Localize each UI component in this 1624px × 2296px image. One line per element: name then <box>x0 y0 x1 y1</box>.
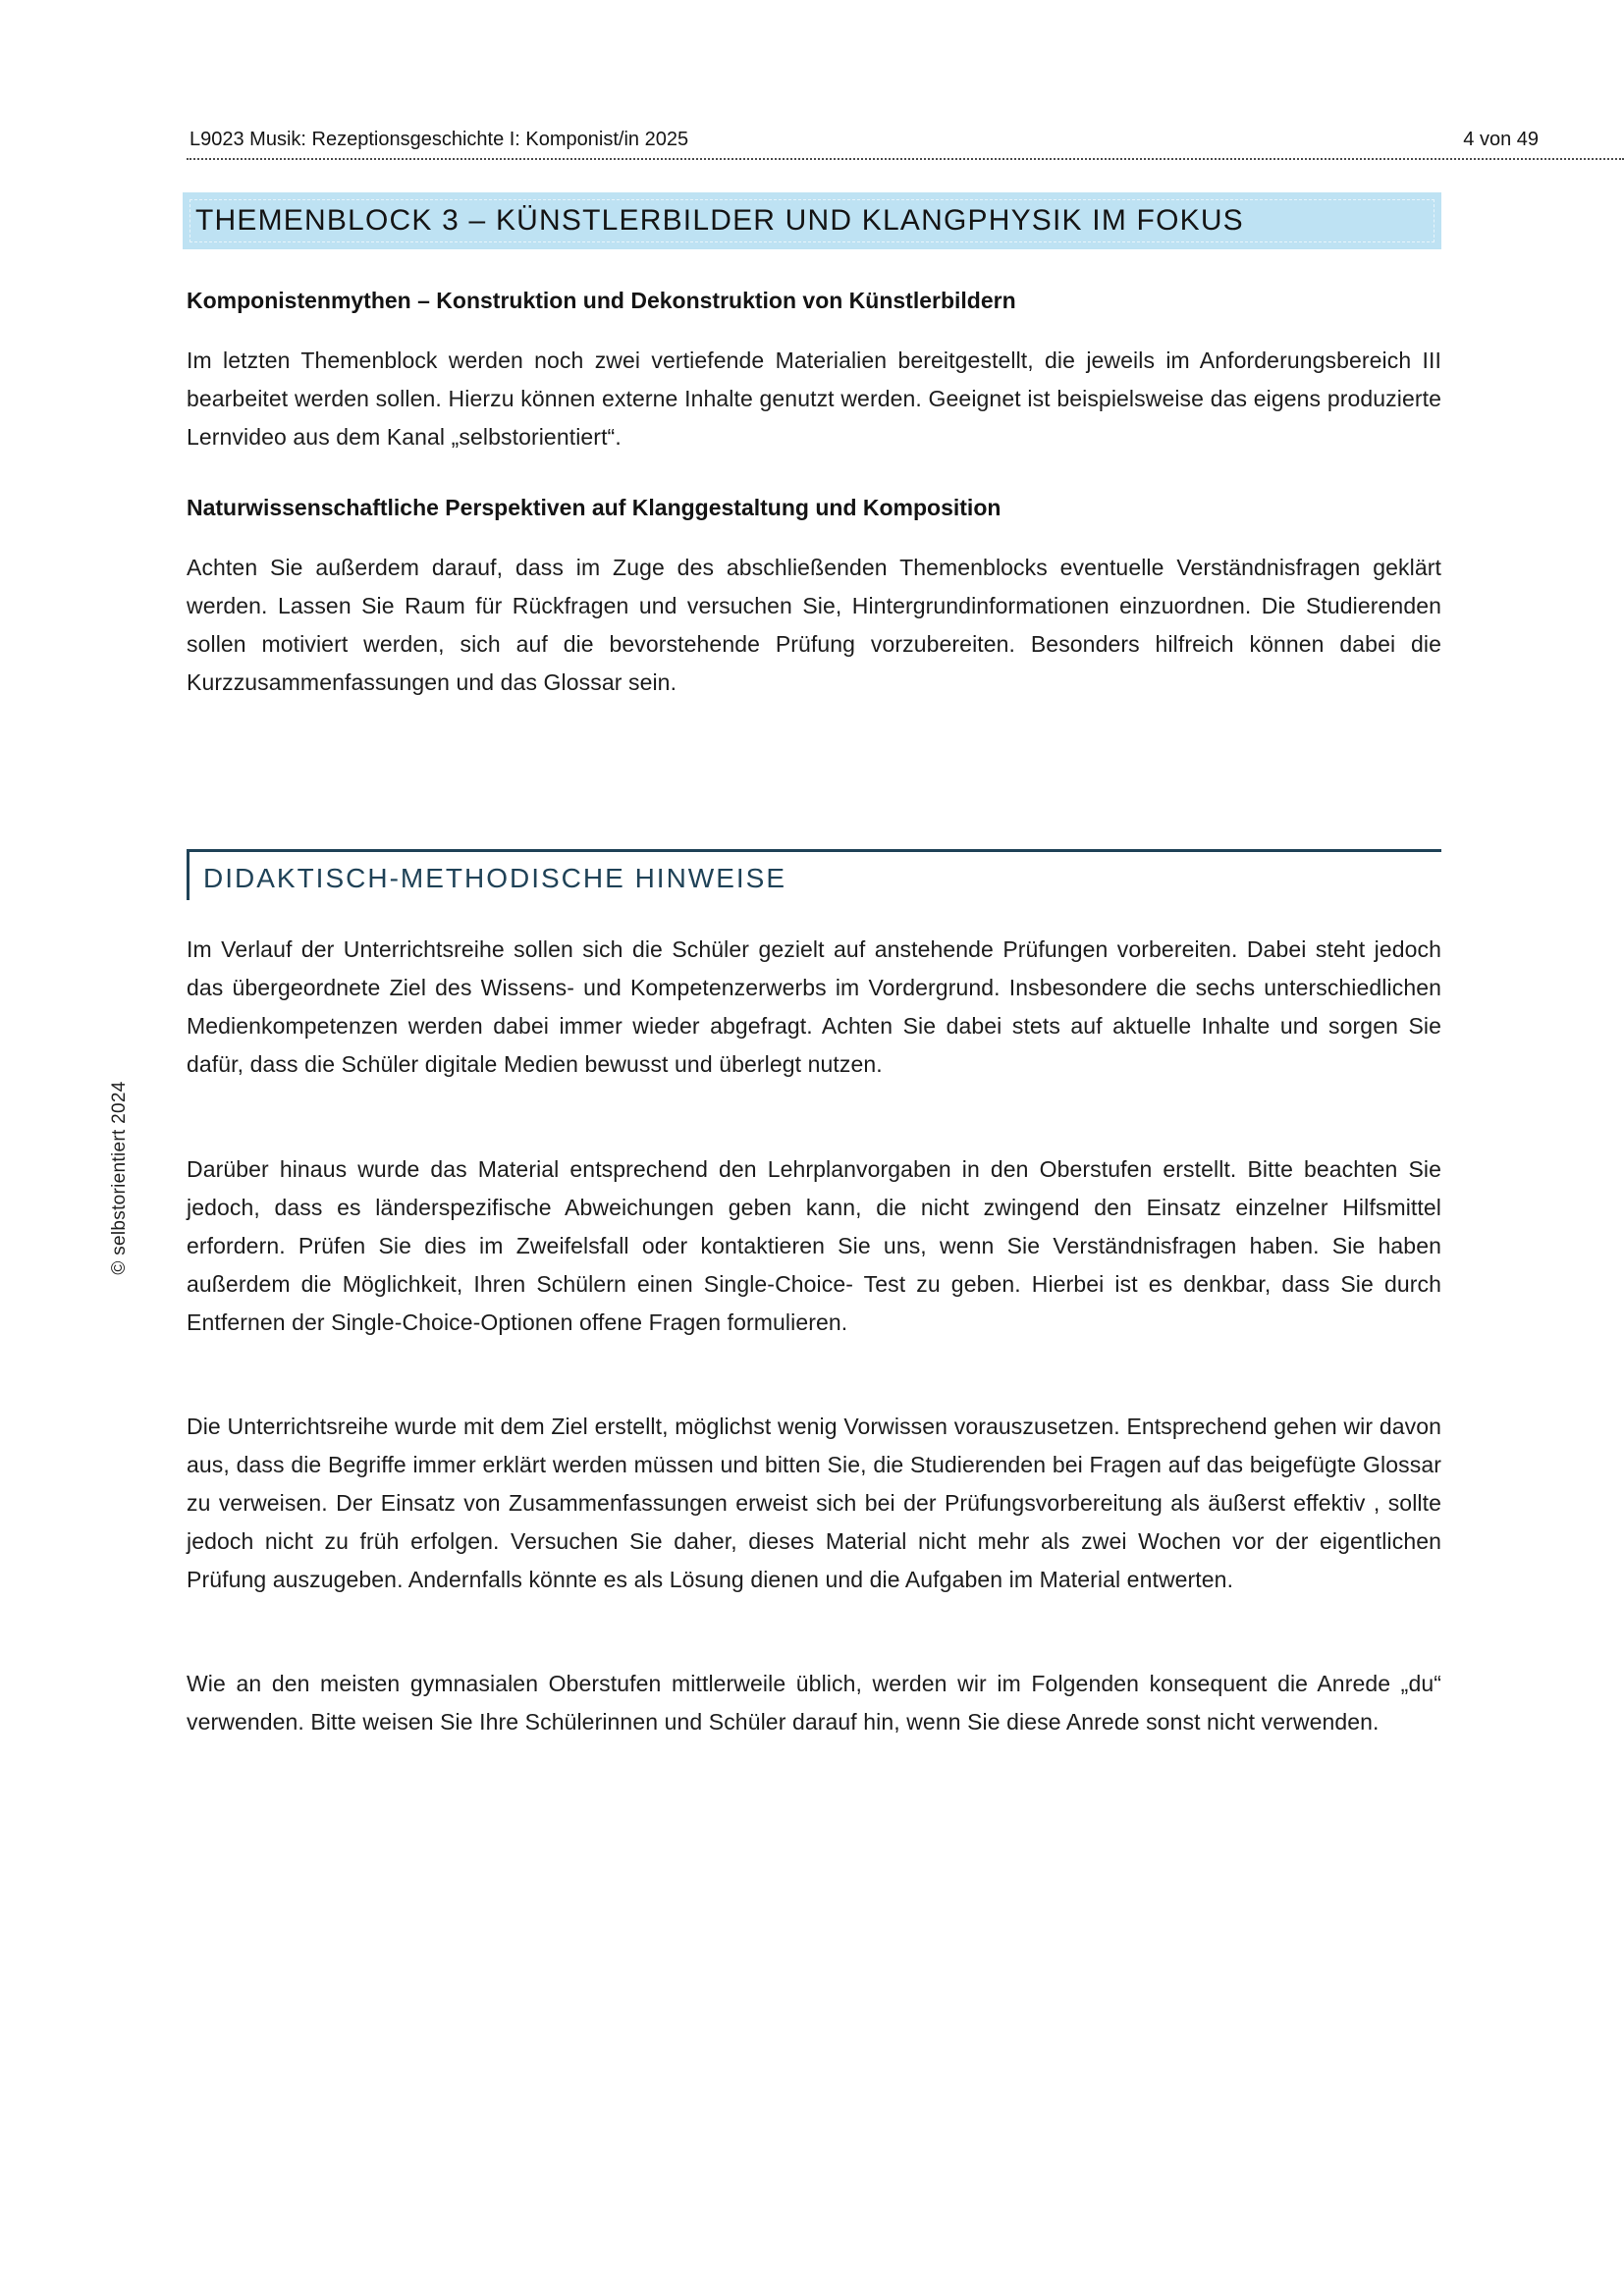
page-number: 4 von 49 <box>1463 129 1539 150</box>
didaktik-paragraph-3: Die Unterrichtsreihe wurde mit dem Ziel erstellt, möglichst wenig Vorwissen vorauszusetzen. Entsprechend gehen wir davon aus, dass die Begriffe immer erklärt werden müssen und bitten Sie, die Studierenden bei Fragen auf das beigefügte Glossar zu verweisen. Der Einsatz von Zusammenfassungen erweist sich bei der Prüfungsvorbereitung als äußerst effektiv , sollte jedoch nicht zu früh erfolgen. Versuchen Sie daher, dieses Material nicht mehr als zwei Wochen vor der eigentlichen Prüfung auszugeben. Andernfalls könnte es als Lösung dienen und die Aufgaben im Material entwerten. <box>187 1414 1441 1592</box>
page-header-title: L9023 Musik: Rezeptionsgeschichte I: Komponist/in 2025 <box>189 129 689 150</box>
didaktik-heading: DIDAKTISCH-METHODISCHE HINWEISE <box>203 863 787 893</box>
copyright-vertical-label: © selbstorientiert 2024 <box>109 1081 130 1275</box>
paragraph-naturwissenschaft: Achten Sie außerdem darauf, dass im Zuge des abschließenden Themenblocks eventuelle Verständnisfragen geklärt werden. Lassen Sie Raum für Rückfragen und versuchen Sie, Hintergrundinformationen einzuordnen. Die Studierenden sollen motiviert werden, sich auf die bevorstehende Prüfung vorzubereiten. Besonders hilfreich können dabei die Kurzzusammenfassungen und das Glossar sein. <box>187 555 1441 695</box>
didaktik-paragraph-1: Im Verlauf der Unterrichtsreihe sollen sich die Schüler gezielt auf anstehende Prüfungen vorbereiten. Dabei steht jedoch das übergeordnete Ziel des Wissens- und Kompetenzerwerbs im Vordergrund. Insbesondere die sechs unterschiedlichen Medienkompetenzen werden dabei immer wieder abgefragt. Achten Sie dabei stets auf aktuelle Inhalte und sorgen Sie dafür, dass die Schüler digitale Medien bewusst und überlegt nutzen. <box>187 936 1441 1077</box>
paragraph-komponistenmythen: Im letzten Themenblock werden noch zwei vertiefende Materialien bereitgestellt, die jeweils im Anforderungsbereich III bearbeitet werden sollen. Hierzu können externe Inhalte genutzt werden. Geeignet ist beispielsweise das eigens produzierte Lernvideo aus dem Kanal „selbstorientiert“. <box>187 347 1441 450</box>
didaktik-heading-box <box>187 849 1441 900</box>
subheading-naturwissenschaft: Naturwissenschaftliche Perspektiven auf Klanggestaltung und Komposition <box>187 495 1001 520</box>
didaktik-paragraph-4: Wie an den meisten gymnasialen Oberstufen mittlerweile üblich, werden wir im Folgenden konsequent die Anrede „du“ verwenden. Bitte weisen Sie Ihre Schülerinnen und Schüler darauf hin, wenn Sie diese Anrede sonst nicht verwenden. <box>187 1671 1441 1735</box>
subheading-komponistenmythen: Komponistenmythen – Konstruktion und Dekonstruktion von Künstlerbildern <box>187 288 1016 313</box>
themenblock-title-bar <box>183 192 1441 249</box>
themenblock-title: THEMENBLOCK 3 – KÜNSTLERBILDER UND KLANGPHYSIK IM FOKUS <box>195 204 1244 237</box>
didaktik-paragraph-2: Darüber hinaus wurde das Material entsprechend den Lehrplanvorgaben in den Oberstufen erstellt. Bitte beachten Sie jedoch, dass es länderspezifische Abweichungen geben kann, die nicht zwingend den Einsatz einzelner Hilfsmittel erfordern. Prüfen Sie dies im Zweifelsfall oder kontaktieren Sie uns, wenn Sie Verständnisfragen haben. Sie haben außerdem die Möglichkeit, Ihren Schülern einen Single-Choice- Test zu geben. Hierbei ist es denkbar, dass Sie durch Entfernen der Single-Choice-Optionen offene Fragen formulieren. <box>187 1156 1441 1335</box>
header-dotted-rule <box>187 158 1624 160</box>
